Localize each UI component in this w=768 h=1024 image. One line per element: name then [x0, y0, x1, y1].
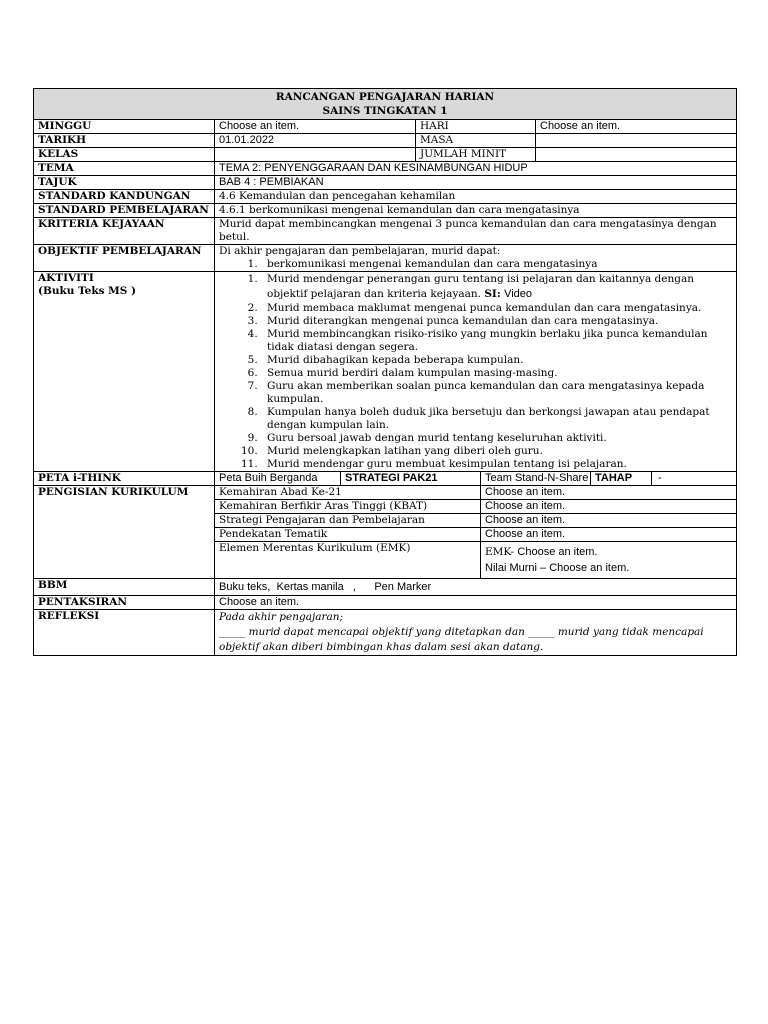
emk-content	[481, 542, 737, 579]
tahap-label: TAHAP	[591, 472, 652, 485]
header-row	[34, 89, 737, 120]
refleksi-text	[219, 625, 732, 655]
objektif-item: 1. berkomunikasi mengenai kemandulan dan cara mengatasinya	[261, 258, 732, 271]
tema-label: TEMA	[34, 162, 215, 176]
emk-prefix: EMK-	[485, 546, 518, 558]
tajuk-label: TAJUK	[34, 176, 215, 190]
hari-label: HARI	[416, 120, 536, 134]
tarikh-value[interactable]: 01.01.2022	[215, 134, 416, 148]
tahap-cell	[591, 472, 737, 486]
nilai-prefix: Nilai Murni –	[485, 562, 550, 574]
refleksi-blank-2[interactable]: _____	[528, 626, 555, 638]
peta-label: PETA i-THINK	[34, 472, 215, 486]
refleksi-content	[215, 610, 737, 656]
aktiviti-item: 11. Murid mendengar guru membuat kesimpulan tentang isi pelajaran.	[261, 458, 732, 471]
bbm-part-4[interactable]: Pen Marker	[374, 581, 432, 593]
objektif-intro: Di akhir pengajaran dan pembelajaran, murid dapat:	[219, 245, 501, 257]
pentaksiran-label: PENTAKSIRAN	[34, 596, 215, 610]
pengisian-item-select[interactable]: Choose an item.	[481, 514, 737, 528]
si-label: SI:	[484, 288, 501, 300]
hari-select[interactable]: Choose an item.	[536, 120, 737, 134]
tarikh-label: TARIKH	[34, 134, 215, 148]
aktiviti-item-1	[261, 272, 732, 302]
refleksi-mid-2: murid yang tidak mencapai objektif akan diberi bimbingan khas dalam sesi akan datang.	[219, 626, 704, 653]
aktiviti-item: 3. Murid diterangkan mengenai punca kemandulan dan cara mengatasinya.	[261, 315, 732, 328]
pengisian-item-select[interactable]: Choose an item.	[481, 500, 737, 514]
standard-pembelajaran-value: 4.6.1 berkomunikasi mengenai kemandulan dan cara mengatasinya	[215, 204, 737, 218]
aktiviti-label-cell	[34, 272, 215, 472]
minggu-row	[34, 120, 737, 134]
peta-value[interactable]: Peta Buih Berganda	[215, 472, 341, 486]
kelas-label: KELAS	[34, 148, 215, 162]
title-line-2: SAINS TINGKATAN 1	[322, 105, 448, 117]
emk-name: Elemen Merentas Kurikulum (EMK)	[215, 542, 481, 579]
refleksi-blank-1[interactable]: _____	[219, 626, 246, 638]
standard-kandungan-label: STANDARD KANDUNGAN	[34, 190, 215, 204]
strategi-value[interactable]: Team Stand-N-Share	[481, 472, 591, 486]
minggu-select[interactable]: Choose an item.	[215, 120, 416, 134]
aktiviti-item: 2. Murid membaca maklumat mengenai punca kemandulan dan cara mengatasinya.	[261, 302, 732, 315]
refleksi-row	[34, 610, 737, 656]
bbm-part-2[interactable]: Kertas manila	[276, 581, 344, 593]
refleksi-label: REFLEKSI	[34, 610, 215, 656]
pentaksiran-row	[34, 596, 737, 610]
aktiviti-item: 9. Guru bersoal jawab dengan murid tentang keseluruhan aktiviti.	[261, 432, 732, 445]
bbm-row	[34, 579, 737, 596]
pengisian-item-name: Kemahiran Abad Ke-21	[215, 486, 481, 500]
aktiviti-item: 7. Guru akan memberikan soalan punca kemandulan dan cara mengatasinya kepada kumpulan.	[261, 380, 732, 406]
document-title	[34, 89, 737, 120]
minggu-label: MINGGU	[34, 120, 215, 134]
standard-kandungan-row	[34, 190, 737, 204]
aktiviti-sublabel: (Buku Teks MS )	[38, 285, 137, 297]
aktiviti-row	[34, 272, 737, 472]
bbm-content	[215, 579, 737, 596]
emk-select[interactable]: Choose an item.	[517, 546, 598, 558]
refleksi-line-1: Pada akhir pengajaran;	[219, 611, 344, 623]
standard-pembelajaran-label: STANDARD PEMBELAJARAN	[34, 204, 215, 218]
pengisian-item-select[interactable]: Choose an item.	[481, 486, 737, 500]
aktiviti-item: 8. Kumpulan hanya boleh duduk jika bersetuju dan berkongsi jawapan atau pendapat dengan kumpulan lain.	[261, 406, 732, 432]
kriteria-value: Murid dapat membincangkan mengenai 3 punca kemandulan dan cara mengatasinya dengan betul.	[215, 218, 737, 245]
strategi-label: STRATEGI PAK21	[341, 472, 481, 486]
title-line-1: RANCANGAN PENGAJARAN HARIAN	[275, 91, 495, 103]
pengisian-label: PENGISIAN KURIKULUM	[34, 486, 215, 579]
tajuk-row	[34, 176, 737, 190]
aktiviti-label: AKTIVITI	[38, 272, 94, 284]
bbm-part-1: Buku teks,	[219, 581, 271, 593]
si-video-value[interactable]: Video	[504, 288, 532, 300]
aktiviti-item-1-text: Murid mendengar penerangan guru tentang isi pelajaran dan kaitannya dengan objektif pelajaran dan kriteria kejayaan.	[267, 273, 694, 300]
standard-kandungan-value: 4.6 Kemandulan dan pencegahan kehamilan	[215, 190, 737, 204]
pentaksiran-select[interactable]: Choose an item.	[215, 596, 737, 610]
aktiviti-item: 6. Semua murid berdiri dalam kumpulan masing-masing.	[261, 367, 732, 380]
pengisian-item-name: Kemahiran Berfikir Aras Tinggi (KBAT)	[215, 500, 481, 514]
objektif-row	[34, 245, 737, 272]
standard-pembelajaran-row	[34, 204, 737, 218]
aktiviti-item: 5. Murid dibahagikan kepada beberapa kumpulan.	[261, 354, 732, 367]
bbm-part-3: ,	[352, 581, 356, 593]
bbm-label: BBM	[34, 579, 215, 596]
pengisian-item-name: Strategi Pengajaran dan Pembelajaran	[215, 514, 481, 528]
pengisian-row-1	[34, 486, 737, 500]
refleksi-mid-1: murid dapat mencapai objektif yang ditetapkan dan	[245, 626, 529, 638]
aktiviti-content	[215, 272, 737, 472]
tema-row	[34, 162, 737, 176]
aktiviti-list	[219, 272, 732, 471]
jumlah-minit-value[interactable]	[536, 148, 737, 162]
tarikh-row	[34, 134, 737, 148]
kelas-value[interactable]	[215, 148, 416, 162]
masa-label: MASA	[416, 134, 536, 148]
masa-value[interactable]	[536, 134, 737, 148]
peta-row	[34, 472, 737, 486]
objektif-list	[219, 258, 732, 271]
pengisian-item-name: Pendekatan Tematik	[215, 528, 481, 542]
kriteria-row	[34, 218, 737, 245]
pengisian-item-select[interactable]: Choose an item.	[481, 528, 737, 542]
jumlah-minit-label: JUMLAH MINIT	[416, 148, 536, 162]
objektif-content	[215, 245, 737, 272]
kelas-row	[34, 148, 737, 162]
kriteria-label: KRITERIA KEJAYAAN	[34, 218, 215, 245]
tajuk-value: BAB 4 : PEMBIAKAN	[215, 176, 737, 190]
objektif-label: OBJEKTIF PEMBELAJARAN	[34, 245, 215, 272]
aktiviti-item: 10. Murid melengkapkan latihan yang diberi oleh guru.	[261, 445, 732, 458]
aktiviti-item: 4. Murid membincangkan risiko-risiko yang mungkin berlaku jika punca kemandulan tidak diatasi dengan segera.	[261, 328, 732, 354]
lesson-plan-table	[33, 88, 737, 656]
tahap-value[interactable]: -	[658, 472, 662, 484]
nilai-select[interactable]: Choose an item.	[549, 562, 630, 574]
lesson-plan-document	[33, 88, 736, 656]
tema-value: TEMA 2: PENYENGGARAAN DAN KESINAMBUNGAN HIDUP	[215, 162, 737, 176]
